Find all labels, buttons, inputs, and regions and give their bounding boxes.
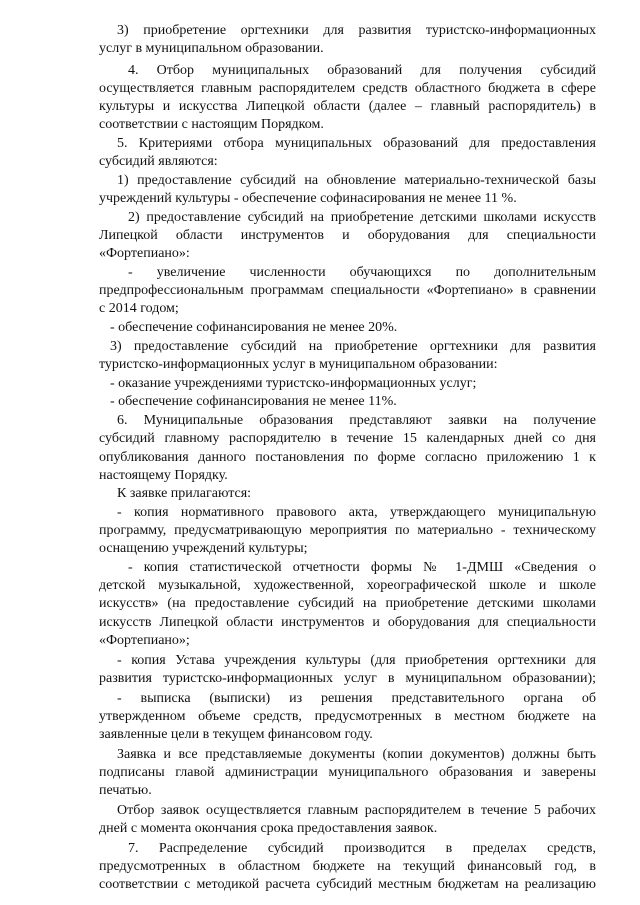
text-line: Отбор заявок осуществляется главным распорядителем в течение 5 рабочих	[117, 803, 596, 818]
text-line: искусств» (на предоставление субсидий на приобретение детскими школами	[99, 596, 596, 611]
text-line: - оказание учреждениями туристско-информационных услуг;	[110, 376, 477, 391]
text-line: субсидий являются:	[99, 154, 218, 169]
text-line: предпрофессиональным программам специальности «Фортепиано» в сравнении	[99, 283, 596, 298]
text-line: 5. Критериями отбора муниципальных образований для предоставления	[117, 136, 596, 151]
text-line: 2) предоставление субсидий на приобретение детскими школами искусств	[128, 210, 596, 225]
text-line: - копия Устава учреждения культуры (для приобретения оргтехники для	[117, 653, 596, 668]
text-line: предусмотренных в областном бюджете на текущий финансовый год, в	[99, 859, 596, 874]
text-line: дней с момента окончания срока предоставления заявок.	[99, 821, 438, 836]
text-line: соответствии с настоящим Порядком.	[99, 117, 324, 132]
text-line: туристско-информационных услуг в муниципальном образовании:	[99, 357, 498, 372]
text-line: «Фортепиано»:	[99, 246, 190, 261]
text-line: субсидий главному распорядителю в течение 15 календарных дней со дня	[99, 431, 596, 446]
text-line: заявленные цели в текущем финансовом году.	[99, 727, 373, 742]
text-line: искусств Липецкой области инструментов и оборудования для специальности	[99, 615, 596, 630]
text-line: настоящему Порядку.	[99, 468, 228, 483]
text-line: осуществляется главным распорядителем средств областного бюджета в сфере	[99, 81, 596, 96]
text-line: - обеспечение софинансирования не менее 20%.	[110, 320, 398, 335]
text-line: детской музыкальной, художественной, хореографической школе и школе	[99, 578, 596, 593]
text-line: опубликования данного постановления по форме согласно приложению 1 к	[99, 450, 596, 465]
text-line: оснащению учреждений культуры;	[99, 541, 308, 556]
text-line: 3) предоставление субсидий на приобретение оргтехники для развития	[110, 339, 596, 354]
text-line: развития туристско-информационных услуг в муниципальном образовании);	[99, 671, 596, 686]
text-line: - копия нормативного правового акта, утверждающего муниципальную	[117, 505, 596, 520]
text-line: культуры и искусства Липецкой области (далее – главный распорядитель) в	[99, 99, 596, 114]
text-line: «Фортепиано»;	[99, 633, 190, 648]
text-line: - копия статистической отчетности формы № 1-ДМШ «Сведения о	[128, 560, 596, 575]
text-line: 3) приобретение оргтехники для развития туристско-информационных	[117, 23, 596, 38]
text-line: 6. Муниципальные образования представляют заявки на получение	[117, 413, 596, 428]
text-line: - увеличение численности обучающихся по дополнительным	[128, 265, 596, 280]
text-line: - выписка (выписки) из решения представительного органа об	[117, 691, 596, 706]
text-line: 7. Распределение субсидий производится в пределах средств,	[128, 841, 596, 856]
text-line: 4. Отбор муниципальных образований для получения субсидий	[128, 63, 596, 78]
text-line: Липецкой области инструментов и оборудования для специальности	[99, 228, 596, 243]
text-line: 1) предоставление субсидий на обновление материально-технической базы	[117, 173, 596, 188]
text-line: - обеспечение софинансирования не менее 11%.	[110, 394, 397, 409]
text-line: с 2014 годом;	[99, 301, 179, 316]
text-line: подписаны главой администрации муниципального образования и заверены	[99, 765, 596, 780]
text-line: учреждений культуры - обеспечение софинасирования не менее 11 %.	[99, 191, 517, 206]
text-line: услуг в муниципальном образовании.	[99, 41, 324, 56]
text-line: утвержденном объеме средств, предусмотренных в местном бюджете на	[99, 709, 596, 724]
text-line: печатью.	[99, 783, 152, 798]
text-line: программу, предусматривающую мероприятия по материально - техническому	[99, 523, 596, 538]
text-line: К заявке прилагаются:	[117, 486, 252, 501]
text-line: Заявка и все представляемые документы (копии документов) должны быть	[117, 747, 596, 762]
text-line: соответствии с методикой расчета субсидий местным бюджетам на реализацию	[99, 877, 596, 892]
